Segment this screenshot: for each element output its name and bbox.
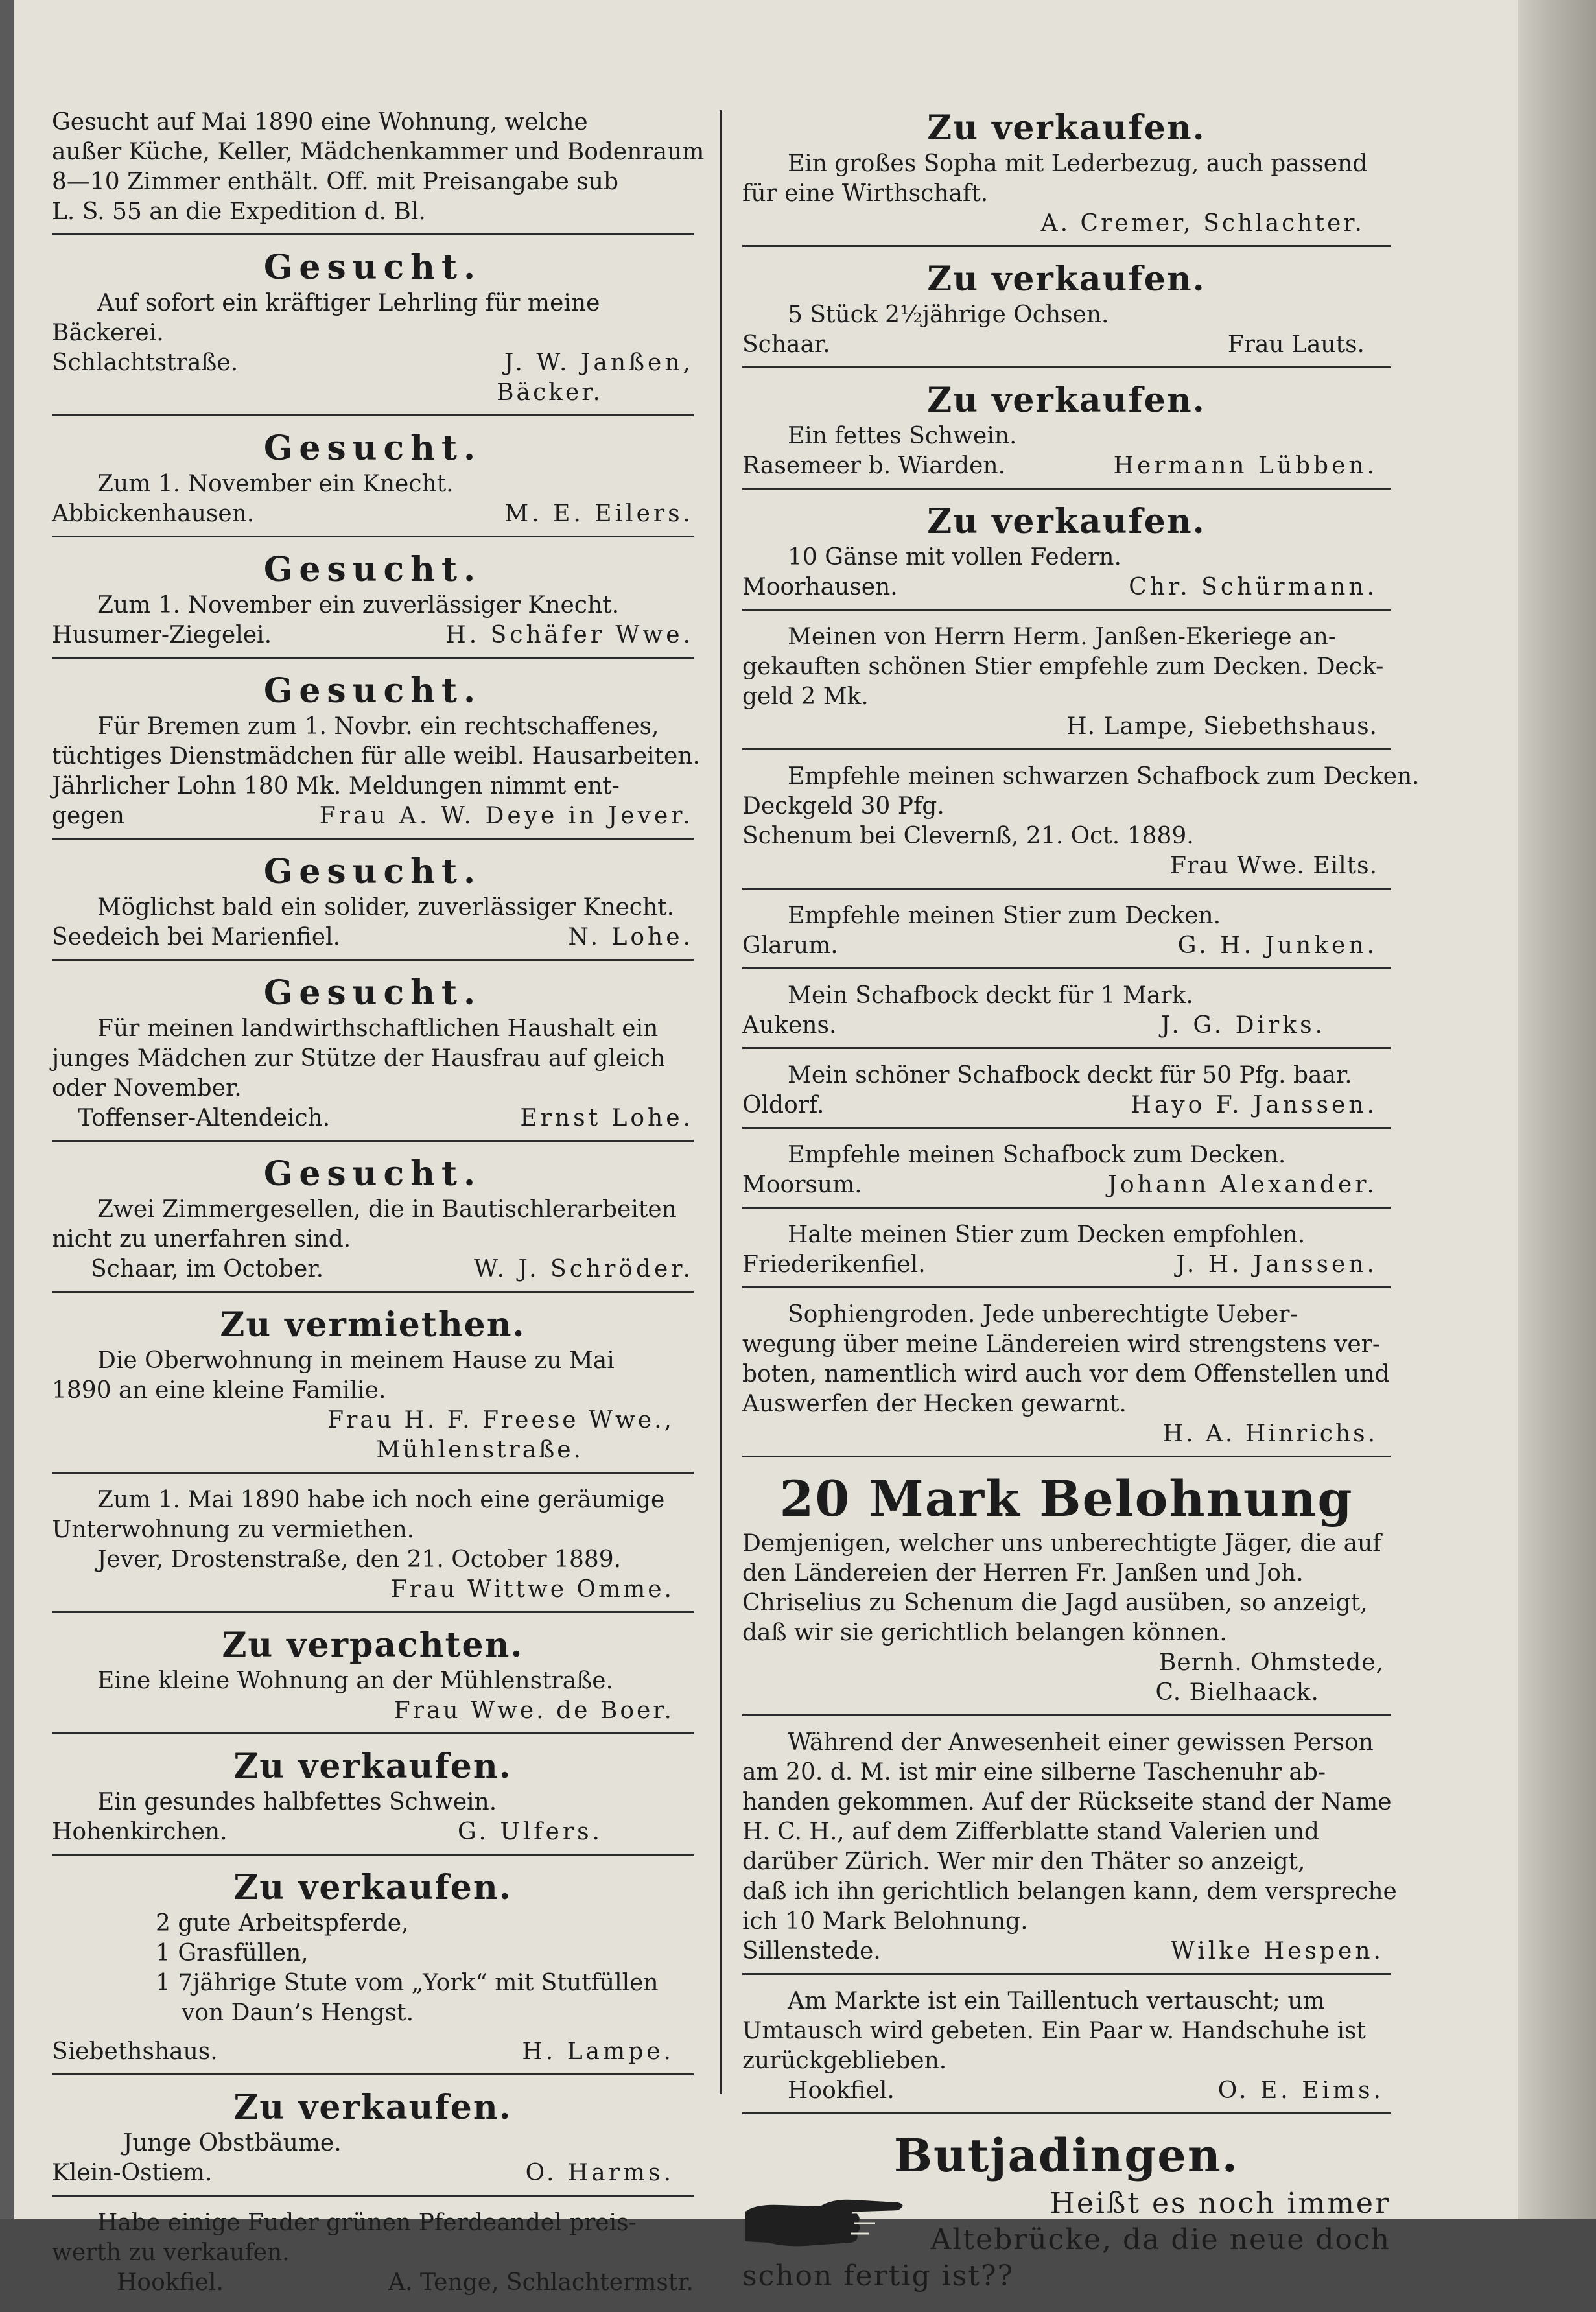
ad-text-line: 10 Gänse mit vollen Federn. (788, 544, 1121, 571)
ad-signature (52, 620, 694, 650)
ad-place: Sillenstede. (742, 1938, 881, 1964)
ad-place: Hookfiel. (788, 2077, 895, 2104)
ad-zu-vermiethen (52, 1301, 694, 1474)
ad-wohnung-gesucht (52, 104, 705, 235)
ad-text-line: außer Küche, Keller, Mädchenkammer und Bodenraum (52, 139, 705, 165)
ad-signature (742, 1937, 1391, 1966)
ad-text-line: Unterwohnung zu vermiethen. (52, 1516, 415, 1543)
ad-text-line: 1890 an eine kleine Familie. (52, 1377, 386, 1404)
ad-text-line: daß ich ihn gerichtlich belangen kann, dem verspreche (742, 1878, 1397, 1905)
ad-text-line: oder November. (52, 1075, 242, 1102)
ad-text-line: Deckgeld 30 Pfg. (742, 793, 945, 820)
ad-advertiser: A. Cremer, Schlachter. (1040, 210, 1365, 237)
ad-text-line: Zum 1. November ein zuverlässiger Knecht. (97, 592, 620, 619)
ad-text-line: Möglichst bald ein solider, zuverlässiger Knecht. (97, 894, 675, 921)
ad-signature (52, 1255, 694, 1284)
ad-heading: Zu verkaufen. (233, 1747, 512, 1786)
ad-signature (52, 1817, 694, 1847)
ad-place: Rasemeer b. Wiarden. (742, 453, 1006, 479)
ad-advertiser: J. H. Janssen. (1176, 1251, 1378, 1278)
ad-text-line: Junge Obstbäume. (123, 2130, 342, 2156)
ad-place: Schaar. (742, 331, 830, 358)
ad-signature (742, 1170, 1391, 1200)
ad-heading: Gesucht. (263, 248, 482, 287)
ad-text-line: Mein Schafbock deckt für 1 Mark. (788, 982, 1193, 1009)
ad-place: Oldorf. (742, 1092, 825, 1118)
ad-text-line: 8—10 Zimmer enthält. Off. mit Preisangabe sub (52, 169, 619, 195)
ad-text-line: für eine Wirthschaft. (742, 180, 989, 207)
ad-heading: Gesucht. (263, 429, 482, 468)
ad-text-line: daß wir sie gerichtlich belangen können. (742, 1620, 1227, 1646)
ad-text-line: L. S. 55 an die Expedition d. Bl. (52, 198, 426, 225)
ad-heading: Zu verkaufen. (927, 108, 1206, 148)
ad-text-line: wegung über meine Ländereien wird strengstens ver- (742, 1331, 1381, 1358)
ad-advertiser: H. Schäfer Wwe. (445, 622, 694, 648)
ad-text-line: gegen (52, 803, 124, 829)
ad-schafbock-alexander (742, 1137, 1391, 1209)
ad-text-line: Empfehle meinen Stier zum Decken. (788, 902, 1221, 929)
ad-text-line: den Ländereien der Herren Fr. Janßen und Joh. (742, 1560, 1304, 1587)
ad-text-line: darüber Zürich. Wer mir den Thäter so anzeigt, (742, 1848, 1306, 1875)
ad-text-line: werth zu verkaufen. (52, 2239, 290, 2266)
ad-signature (52, 348, 694, 378)
ad-text-line: boten, namentlich wird auch vor dem Offenstellen und (742, 1361, 1390, 1387)
ad-text-line: Ein gesundes halbfettes Schwein. (97, 1789, 497, 1815)
ad-text-line: Zum 1. Mai 1890 habe ich noch eine geräumige (97, 1487, 665, 1513)
ad-schwein-verkaufen (52, 1742, 694, 1856)
ad-sopha-verkaufen (742, 104, 1391, 247)
ad-text-line: Chriselius zu Schenum die Jagd ausüben, so anzeigt, (742, 1590, 1368, 1616)
ad-advertiser: Frau Wwe. Eilts. (1170, 853, 1378, 879)
ad-text-line: Bäckerei. (52, 320, 164, 346)
ad-text-line: geld 2 Mk. (742, 683, 869, 710)
ad-stier-junken (742, 897, 1391, 969)
ad-advertiser: O. E. Eims. (1217, 2077, 1384, 2104)
ad-text-line: Für Bremen zum 1. Novbr. ein rechtschaffenes, (97, 713, 659, 740)
ad-text-line: Mein schöner Schafbock deckt für 50 Pfg. baar. (788, 1062, 1352, 1089)
ad-place: Aukens. (742, 1012, 837, 1039)
ad-place: Hohenkirchen. (52, 1819, 228, 1845)
ad-place: Seedeich bei Marienfiel. (52, 924, 341, 950)
ad-heading: Zu verkaufen. (233, 1868, 512, 1907)
ad-address: Mühlenstraße. (376, 1437, 583, 1463)
ad-unterwohnung (52, 1481, 694, 1613)
pointing-hand-icon (742, 2186, 911, 2257)
ad-text-line: junges Mädchen zur Stütze der Hausfrau auf gleich (52, 1045, 666, 1072)
ad-text-line: handen gekommen. Auf der Rückseite stand der Name (742, 1789, 1392, 1815)
ad-text-line: 2 gute Arbeitspferde, (156, 1910, 409, 1937)
ad-heading-large: 20 Mark Belohnung (779, 1470, 1354, 1528)
ad-signature (742, 931, 1391, 961)
ad-signature (742, 1250, 1391, 1280)
ad-advertiser: J. G. Dirks. (1160, 1012, 1326, 1039)
ad-pferdeandel (52, 2204, 694, 2304)
ad-advertiser: Wilke Hespen. (1170, 1938, 1384, 1964)
ad-text-line: Zwei Zimmergesellen, die in Bautischlerarbeiten (97, 1196, 677, 1223)
ad-advertiser: W. J. Schröder. (473, 1256, 694, 1282)
ad-place: Schaar, im October. (91, 1256, 324, 1282)
ad-advertiser: H. Lampe. (522, 2038, 674, 2065)
ad-place: Hookfiel. (117, 2269, 224, 2296)
ad-ueberwegung-verboten (742, 1296, 1391, 1457)
ad-heading: Gesucht. (263, 1154, 482, 1194)
ad-text-line: Ein fettes Schwein. (788, 423, 1017, 449)
ad-obstbaeume-verkaufen (52, 2083, 694, 2197)
ad-maedchen-gesucht (52, 969, 694, 1142)
ad-lehrling-gesucht (52, 243, 694, 416)
ad-heading: Zu verkaufen. (927, 502, 1206, 541)
ad-text-line: am 20. d. M. ist mir eine silberne Taschenuhr ab- (742, 1759, 1326, 1786)
ad-place: Moorsum. (742, 1172, 862, 1198)
ad-text-line: Habe einige Fuder grünen Pferdeandel preis- (97, 2210, 637, 2236)
ad-text-line: Meinen von Herrn Herm. Janßen-Ekeriege an- (788, 624, 1336, 650)
ad-text-line: Empfehle meinen Schafbock zum Decken. (788, 1142, 1286, 1168)
scan-left-edge (0, 0, 14, 2219)
ad-zu-verpachten (52, 1621, 694, 1734)
ad-text-line: H. C. H., auf dem Zifferblatte stand Valerien und (742, 1819, 1319, 1845)
ad-signature (742, 330, 1391, 360)
ad-advertiser-title: Bäcker. (497, 379, 603, 406)
ad-text-line: Demjenigen, welcher uns unberechtigte Jäger, die auf (742, 1530, 1381, 1557)
right-column (742, 104, 1420, 2309)
ad-text-line: Die Oberwohnung in meinem Hause zu Mai (97, 1347, 615, 1374)
ad-text-line: zurückgeblieben. (742, 2047, 947, 2074)
ad-signature (52, 2158, 694, 2188)
ad-schafbock-eilts (742, 758, 1420, 890)
ad-place: Friederikenfiel. (742, 1251, 926, 1278)
ad-advertiser: Johann Alexander. (1107, 1172, 1378, 1198)
ad-advertiser: N. Lohe. (568, 924, 694, 950)
ad-advertiser: Chr. Schürmann. (1129, 574, 1378, 600)
ad-gaense-verkaufen (742, 497, 1391, 611)
column-divider (720, 110, 722, 2094)
ad-heading: Zu verpachten. (222, 1625, 524, 1665)
ad-text-line: Heißt es noch immer (1050, 2187, 1391, 2220)
ad-signature (52, 2268, 694, 2298)
ad-signature (742, 572, 1391, 602)
ad-text-line: Gesucht auf Mai 1890 eine Wohnung, welche (52, 109, 588, 136)
ad-advertiser: G. H. Junken. (1177, 932, 1378, 959)
ad-advertiser: H. Lampe, Siebethshaus. (1066, 713, 1378, 740)
ad-advertiser: Ernst Lohe. (520, 1105, 694, 1131)
ad-text-line: Für meinen landwirthschaftlichen Haushalt ein (97, 1015, 659, 1042)
ad-signature (52, 499, 694, 529)
ad-knecht-gesucht-3 (52, 847, 694, 961)
ad-text-line: schon fertig ist?? (742, 2259, 1015, 2293)
ad-heading: Zu vermiethen. (220, 1305, 526, 1345)
ad-advertiser: G. Ulfers. (458, 1819, 603, 1845)
ad-text-line: Während der Anwesenheit einer gewissen Person (788, 1729, 1374, 1756)
ad-fettes-schwein (742, 376, 1391, 490)
ad-heading: Gesucht. (263, 550, 482, 589)
ad-text-line: tüchtiges Dienstmädchen für alle weibl. Hausarbeiten. (52, 743, 700, 770)
ad-text-line: Umtausch wird gebeten. Ein Paar w. Handschuhe ist (742, 2018, 1366, 2044)
ad-signature (742, 451, 1391, 481)
ad-stier-janssen (742, 1216, 1391, 1288)
ad-text-line: Halte meinen Stier zum Decken empfohlen. (788, 1221, 1306, 1248)
ad-advertiser: Frau Wwe. de Boer. (393, 1697, 674, 1724)
ad-heading: Gesucht. (263, 671, 482, 711)
ad-text-line: Empfehle meinen schwarzen Schafbock zum Decken. (788, 763, 1420, 790)
ad-place: Toffenser-Altendeich. (78, 1105, 331, 1131)
ad-text-line: Am Markte ist ein Taillentuch vertauscht; um (788, 1988, 1325, 2014)
ad-place: Siebethshaus. (52, 2038, 218, 2065)
ad-signature (52, 1103, 694, 1133)
ad-place: Husumer-Ziegelei. (52, 622, 272, 648)
ad-advertiser: J. W. Janßen, (504, 349, 694, 376)
ad-zimmergesellen-gesucht (52, 1150, 694, 1293)
ad-taschenuhr (742, 1724, 1397, 1975)
ad-advertiser: Bernh. Ohmstede, (1158, 1649, 1384, 1676)
ad-schafbock-janssen (742, 1057, 1391, 1129)
ad-text-line: Altebrücke, da die neue doch (930, 2223, 1391, 2256)
ad-advertiser: C. Bielhaack. (1155, 1679, 1319, 1706)
ad-stier-lampe (742, 619, 1391, 750)
ad-text-line: 1 7jährige Stute vom „York“ mit Stutfüllen (156, 1970, 659, 1996)
scan-right-edge (1518, 0, 1596, 2219)
ad-signature (742, 2076, 1391, 2106)
ad-belohnung-jagd (742, 1465, 1391, 1716)
ad-heading: Zu verkaufen. (233, 2088, 512, 2127)
pointing-hand-block (742, 2186, 1391, 2258)
ad-heading: Zu verkaufen. (927, 381, 1206, 420)
ad-butjadingen (742, 2122, 1391, 2301)
ad-advertiser: H. A. Hinrichs. (1162, 1421, 1378, 1447)
ad-signature (742, 1091, 1391, 1120)
ad-text-line: nicht zu unerfahren sind. (52, 1226, 351, 1253)
ad-advertiser: O. Harms. (525, 2160, 674, 2186)
ad-dienstmaedchen-gesucht (52, 666, 700, 840)
ad-place: Schlachtstraße. (52, 349, 239, 376)
ad-text-line: Jever, Drostenstraße, den 21. October 1889. (97, 1546, 622, 1573)
ad-text-line: Schenum bei Clevernß, 21. Oct. 1889. (742, 823, 1194, 849)
ad-signature (52, 801, 694, 831)
ad-heading-large: Butjadingen. (893, 2129, 1239, 2182)
left-column (52, 104, 705, 2312)
ad-advertiser: Frau Lauts. (1227, 331, 1365, 358)
ad-heading: Gesucht. (263, 852, 482, 891)
ad-advertiser: A. Tenge, Schlachtermstr. (388, 2269, 694, 2296)
ad-heading: Zu verkaufen. (927, 259, 1206, 299)
ad-text-line: Zum 1. November ein Knecht. (97, 471, 454, 497)
ad-text-line: ich 10 Mark Belohnung. (742, 1908, 1028, 1935)
ad-schafbock-dirks (742, 977, 1391, 1049)
ad-advertiser: Hermann Lübben. (1113, 453, 1378, 479)
ad-advertiser: Hayo F. Janssen. (1131, 1092, 1378, 1118)
ad-place: Glarum. (742, 932, 838, 959)
ad-text-line: Sophiengroden. Jede unberechtigte Ueber- (788, 1301, 1298, 1328)
ad-signature (742, 1011, 1391, 1041)
ad-text-line: Ein großes Sopha mit Lederbezug, auch passend (788, 150, 1368, 177)
ad-text-line: Auf sofort ein kräftiger Lehrling für meine (97, 290, 600, 316)
ad-pferde-verkaufen (52, 1863, 694, 2075)
ad-text-line: Auswerfen der Hecken gewarnt. (742, 1391, 1127, 1417)
ad-advertiser: M. E. Eilers. (504, 501, 694, 527)
ad-knecht-gesucht (52, 424, 694, 537)
ad-advertiser: Frau A. W. Deye in Jever. (319, 803, 694, 829)
ad-ochsen-verkaufen (742, 255, 1391, 368)
ad-knecht-gesucht-2 (52, 545, 694, 659)
ad-advertiser: Frau H. F. Freese Wwe., (327, 1407, 674, 1433)
ad-signature (52, 923, 694, 952)
ad-text-line: 5 Stück 2½jährige Ochsen. (788, 301, 1109, 328)
ad-place: Klein-Ostiem. (52, 2160, 213, 2186)
ad-text-line: Jährlicher Lohn 180 Mk. Meldungen nimmt ent- (52, 773, 620, 799)
ad-text-line: von Daun’s Hengst. (182, 1999, 414, 2026)
ad-text-line: 1 Grasfüllen, (156, 1940, 309, 1966)
ad-text-line: gekauften schönen Stier empfehle zum Decken. Deck- (742, 654, 1384, 680)
ad-place: Moorhausen. (742, 574, 898, 600)
ad-taillentuch (742, 1983, 1391, 2114)
ad-advertiser: Frau Wittwe Omme. (390, 1576, 674, 1603)
ad-heading: Gesucht. (263, 973, 482, 1013)
ad-text-line: Eine kleine Wohnung an der Mühlenstraße. (97, 1668, 614, 1694)
ad-signature (52, 2037, 694, 2067)
ad-place: Abbickenhausen. (52, 501, 255, 527)
